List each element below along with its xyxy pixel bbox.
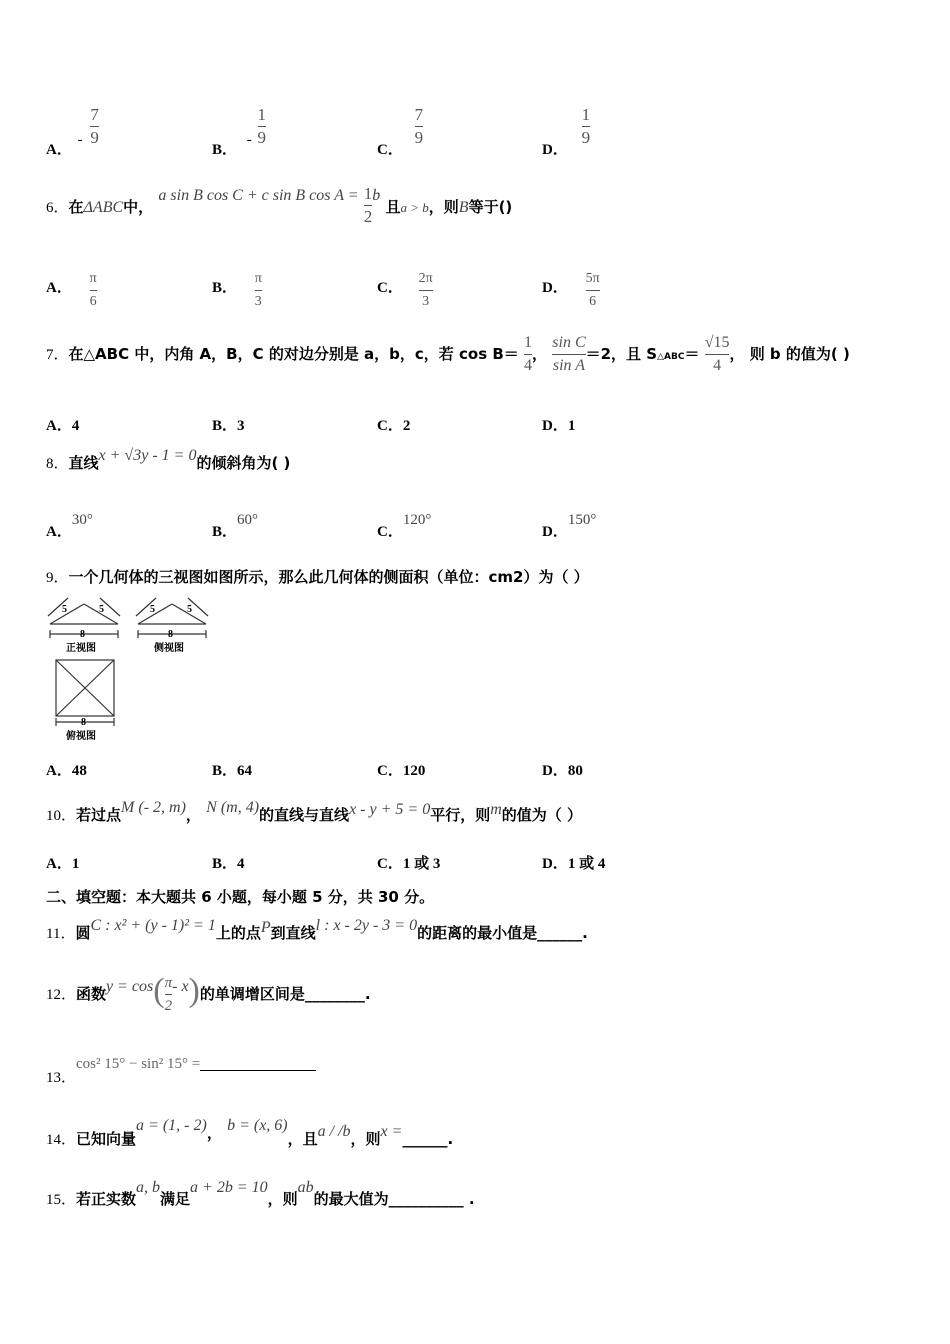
side-dim-base: 8	[168, 629, 173, 640]
q6-option-c[interactable]: C． $\frac{2\pi}{3}$	[377, 271, 433, 309]
q9-option-c[interactable]: C．120	[377, 763, 426, 779]
q8-option-c[interactable]: C．120°	[377, 512, 432, 540]
q5-option-d[interactable]: D． $\frac{1}{9}$	[542, 105, 591, 158]
q8-option-a[interactable]: A．30°	[46, 512, 93, 540]
q10-option-c[interactable]: C．1 或 3	[377, 856, 441, 872]
q7-option-d[interactable]: D．1	[542, 418, 576, 434]
q5-option-b[interactable]: B． - $\frac{1}{9}$	[212, 105, 267, 158]
q10-option-d[interactable]: D．1 或 4	[542, 856, 606, 872]
question-6: 6．在ΔABC中， a sin B cos C + c sin B cos A = $\frac{1}{2}$ b 且a > b，则B等于()	[46, 184, 513, 226]
q7-option-b[interactable]: B．3	[212, 418, 245, 434]
q10-option-b[interactable]: B．4	[212, 856, 245, 872]
question-8: 8．直线x + √3y - 1 = 0的倾斜角为( )	[46, 447, 291, 472]
three-view-figure	[44, 594, 224, 746]
front-dim-base: 8	[80, 629, 85, 640]
top-dim-base: 8	[81, 717, 86, 728]
q6-option-d[interactable]: D． $\frac{5\pi}{6}$	[542, 271, 600, 309]
question-7: 7．在△ABC 中，内角 A，B，C 的对边分别是 a，b，c，若 cos B＝ $\frac{1}{4}$ ， $\frac{\text{sin C}}{\text{sin A}}$ ＝2，且 S△ABC＝ $\frac{√15}{4}$ ， 则 b 的值为( )	[46, 334, 850, 374]
front-view-label: 正视图	[66, 643, 96, 654]
q8-option-b[interactable]: B．60°	[212, 512, 259, 540]
q9-option-d[interactable]: D．80	[542, 763, 583, 779]
question-10: 10．若过点M (- 2, m)， N (m, 4)的直线与直线x - y + 5 = 0平行，则m的值为（ ）	[46, 799, 582, 824]
q13-answer-blank[interactable]	[200, 1070, 316, 1071]
q6-option-a[interactable]: A． $\frac{\pi}{6}$	[46, 271, 97, 309]
q9-option-b[interactable]: B．64	[212, 763, 253, 779]
question-13: 13．cos² 15° − sin² 15° =	[46, 1052, 316, 1073]
q5-option-a[interactable]: A． - $\frac{7}{9}$	[46, 105, 99, 158]
q5-option-c[interactable]: C． $\frac{7}{9}$	[377, 105, 424, 158]
side-view-label: 侧视图	[154, 643, 184, 654]
front-dim-left: 5	[62, 604, 67, 615]
question-14: 14．已知向量a = (1, - 2)， b = (x, 6)，且a / /b，则x =______.	[46, 1117, 454, 1148]
q7-option-c[interactable]: C．2	[377, 418, 411, 434]
q9-option-a[interactable]: A．48	[46, 763, 87, 779]
section-2-heading: 二、填空题：本大题共 6 小题，每小题 5 分，共 30 分。	[46, 888, 435, 906]
question-15: 15．若正实数a, b满足a + 2b = 10，则ab的最大值为__________ .	[46, 1179, 475, 1208]
q6-option-b[interactable]: B． $\frac{\pi}{3}$	[212, 271, 262, 309]
q8-option-d[interactable]: D．150°	[542, 512, 597, 540]
q7-option-a[interactable]: A．4	[46, 418, 80, 434]
question-11: 11．圆C : x² + (y - 1)² = 1上的点P到直线l : x - 2y - 3 = 0的距离的最小值是______.	[46, 917, 588, 942]
front-dim-right: 5	[99, 604, 104, 615]
q10-option-a[interactable]: A．1	[46, 856, 80, 872]
question-12: 12．函数y = cos( $\frac{\pi}{2}$ - x)的单调增区间是________.	[46, 972, 371, 1014]
side-dim-right: 5	[187, 604, 192, 615]
top-view-label: 俯视图	[66, 731, 96, 742]
side-dim-left: 5	[150, 604, 155, 615]
question-9: 9．一个几何体的三视图如图所示，那么此几何体的侧面积（单位：cm2）为（ ）	[46, 568, 589, 586]
